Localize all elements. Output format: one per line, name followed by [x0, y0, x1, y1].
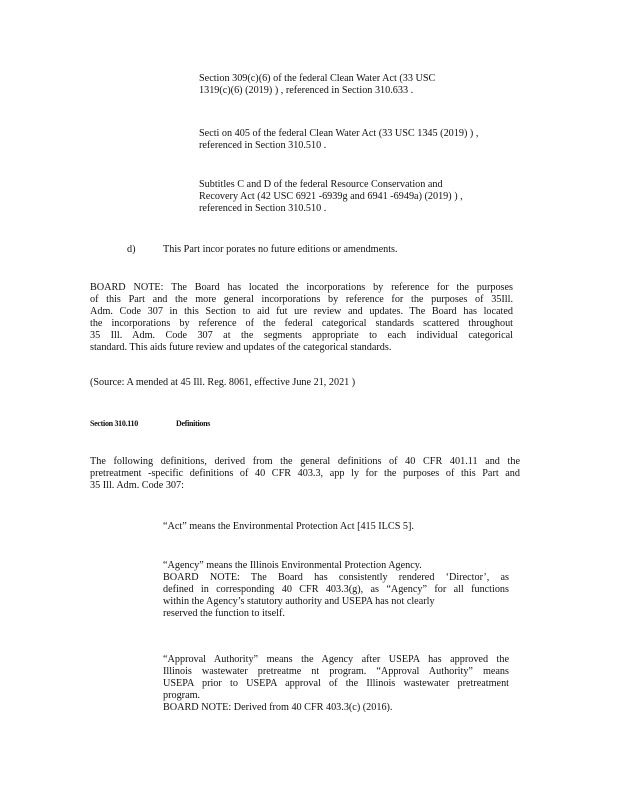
- reference-line: referenced in Section 310.510 .: [199, 203, 327, 214]
- reference-line: Recovery Act (42 USC 6921 -6939g and 6941 -6949a) (2019) ) ,: [199, 191, 463, 202]
- definition-line: “Agency” means the Illinois Environmental Protection Agency.: [163, 560, 422, 571]
- reference-line: Subtitles C and D of the federal Resource Conservation and: [199, 179, 443, 190]
- intro-line: 35 Ill. Adm. Code 307:: [90, 480, 184, 491]
- reference-entry: [199, 73, 476, 97]
- board-note-line: the incorporations by reference of the federal categorical standards scattered throughout: [90, 318, 513, 329]
- board-note: [90, 282, 513, 354]
- subsection-marker: d): [127, 244, 136, 255]
- section-title: Definitions: [176, 419, 211, 428]
- reference-line: Secti on 405 of the federal Clean Water Act (33 USC 1345 (2019) ) ,: [199, 128, 479, 139]
- definition-line: program.: [163, 690, 201, 701]
- definition-line: reserved the function to itself.: [163, 608, 285, 619]
- board-note-line: Adm. Code 307 in this Section to aid fut ure review and updates. The Board has located: [90, 306, 513, 317]
- reference-entry: [199, 128, 523, 152]
- reference-line: referenced in Section 310.510 .: [199, 140, 327, 151]
- source-note: (Source: A mended at 45 Ill. Reg. 8061, effective June 21, 2021 ): [90, 377, 356, 388]
- board-note-line: standard. This aids future review and updates of the categorical standards.: [90, 342, 392, 353]
- subsection-text: This Part incor porates no future editions or amendments.: [163, 244, 398, 255]
- definition-approval-authority: [163, 654, 509, 714]
- board-note-line: BOARD NOTE: The Board has located the incorporations by reference for the purposes: [90, 282, 513, 293]
- reference-line: 1319(c)(6) (2019) ) , referenced in Section 310.633 .: [199, 85, 414, 96]
- intro-line: pretreatment -specific definitions of 40 CFR 403.3, app ly for the purposes of this Part and: [90, 468, 520, 479]
- definition-act: “Act” means the Environmental Protection Act [415 ILCS 5].: [163, 521, 414, 532]
- definition-line: “Approval Authority” means the Agency after USEPA has approved the: [163, 654, 509, 665]
- definition-line: USEPA prior to USEPA approval of the Illinois wastewater pretreatment: [163, 678, 509, 689]
- board-note-line: of this Part and the more general incorporations by reference for the purposes of 35Ill.: [90, 294, 513, 305]
- reference-entry: [199, 179, 503, 215]
- reference-line: Section 309(c)(6) of the federal Clean Water Act (33 USC: [199, 73, 436, 84]
- section-number: Section 310.110: [90, 419, 138, 428]
- definition-line: within the Agency’s statutory authority and USEPA has not clearly: [163, 596, 435, 607]
- definition-agency: [163, 560, 509, 620]
- definition-line: BOARD NOTE: Derived from 40 CFR 403.3(c) (2016).: [163, 702, 393, 713]
- definition-line: Illinois wastewater pretreatme nt program. “Approval Authority” means: [163, 666, 509, 677]
- definition-line: BOARD NOTE: The Board has consistently rendered ‘Director’, as: [163, 572, 509, 583]
- intro-line: The following definitions, derived from the general definitions of 40 CFR 401.11 and the: [90, 456, 520, 467]
- intro-paragraph: [90, 456, 520, 492]
- board-note-line: 35 Ill. Adm. Code 307 at the segments appropriate to each individual categorical: [90, 330, 513, 341]
- definition-line: defined in corresponding 40 CFR 403.3(g), as “Agency” for all functions: [163, 584, 509, 595]
